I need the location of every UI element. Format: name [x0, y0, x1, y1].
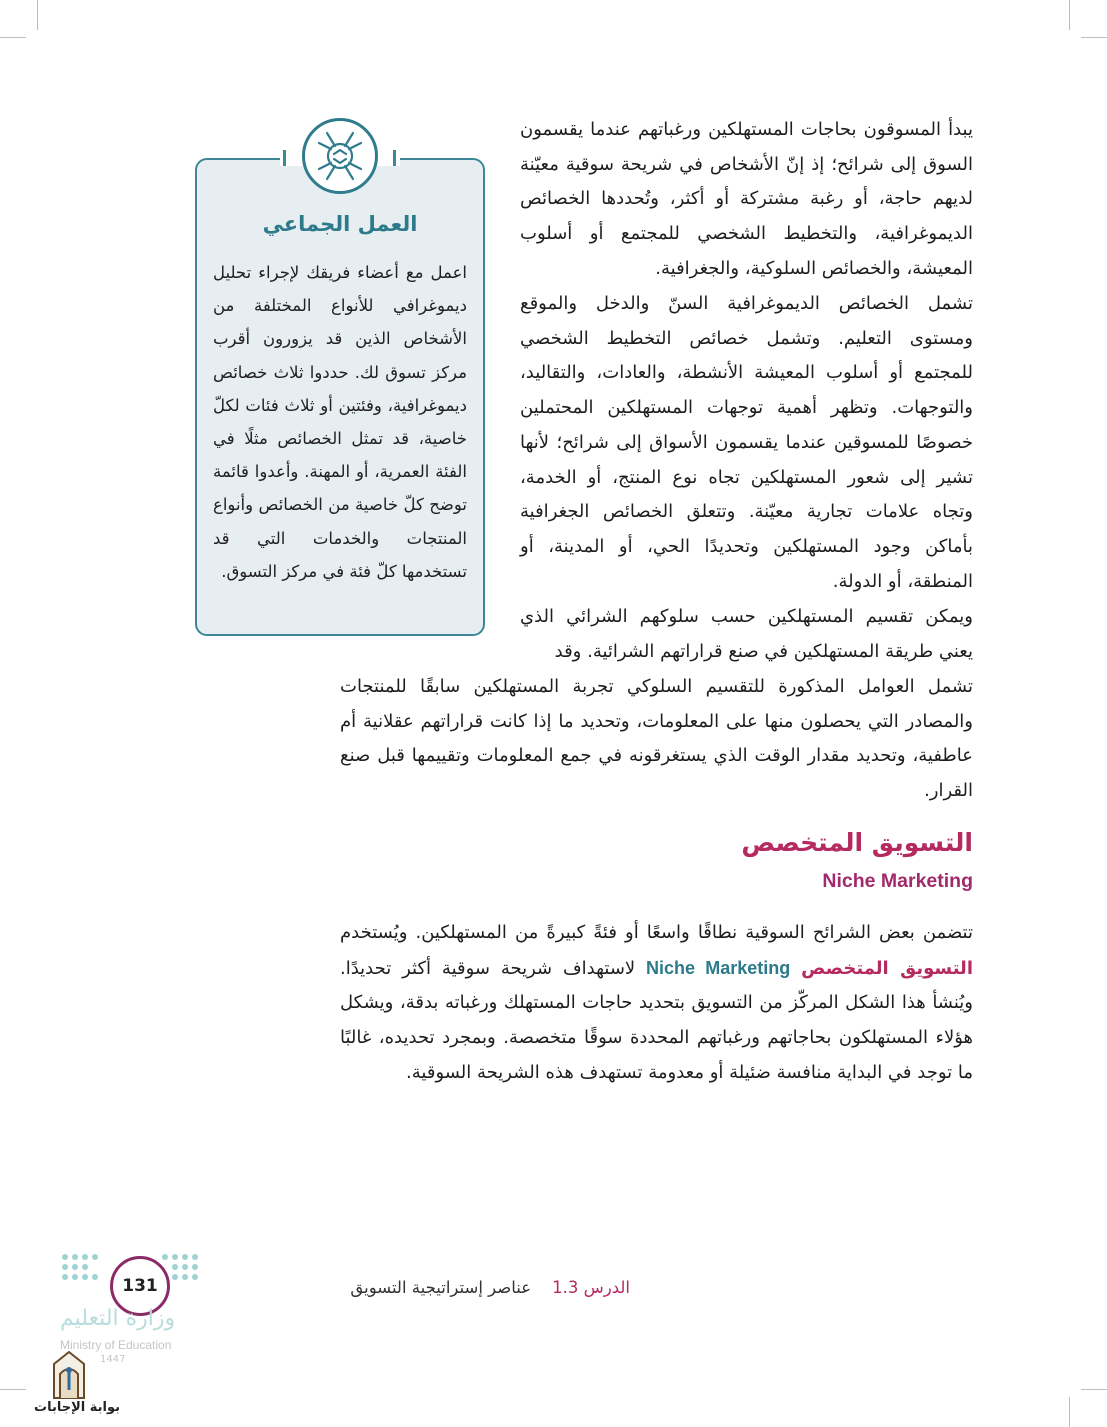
page-number: 131 [110, 1256, 170, 1316]
crop-mark [1081, 37, 1107, 38]
ministry-year: 1447 [100, 1354, 126, 1365]
teamwork-hands-icon [302, 118, 378, 194]
paragraph-behavioral-start: ويمكن تقسيم المستهلكين حسب سلوكهم الشرائي الذي يعني طريقة المستهلكين في صنع قراراتهم الشرائية. وقد [520, 606, 973, 662]
crop-mark [1069, 1397, 1070, 1427]
paragraph-intro: يبدأ المسوقون بحاجات المستهلكين ورغباتهم عندما يقسمون السوق إلى شرائح؛ إذ إنّ الأشخاص في شريحة سوقية معيّنة لديهم حاجة، أو رغبة مشتركة أو أكثر، وتُحددها الخصائص الديموغرافية، والتخطيط الشخصي للمجتمع أو أسلوب المعيشة، والخصائص السلوكية، والجغرافية. [520, 119, 973, 279]
crop-mark [1081, 1389, 1107, 1390]
answers-portal-label: بوابة الإجابات [34, 1400, 120, 1415]
sidebar-border-tick [283, 150, 286, 166]
footer-lesson-info [330, 1278, 630, 1297]
paragraph-behavioral-end: تشمل العوامل المذكورة للتقسيم السلوكي تجربة المستهلكين سابقًا للمنتجات والمصادر التي يحصلون منها على المعلومات، وتحديد ما إذا كانت قراراتهم عقلانية أم عاطفية، وتحديد مقدار الوقت الذي يستغرقونه في جمع المعلومات وتقييمها قبل صنع القرار. [340, 676, 973, 802]
sidebar-border-tick [393, 150, 396, 166]
paragraph-demographics: تشمل الخصائص الديموغرافية السنّ والدخل والموقع ومستوى التعليم. وتشمل خصائص التخطيط الشخصي للمجتمع أو أسلوب المعيشة الأنشطة، والعادات، والتقاليد، والتوجهات. وتظهر أهمية توجهات المستهلكين المحتملين خصوصًا للمسوقين عندما يقسمون الأسواق إلى شرائح؛ لأنها تشير إلى شعور المستهلكين تجاه نوع المنتج، أو الخدمة، وتجاه علامات تجارية معيّنة. وتتعلق الخصائص الجغرافية بأماكن وجود المستهلكين وتحديدًا الحي، أو المدينة، أو المنطقة، أو الدولة. [520, 293, 973, 592]
term-english: Niche Marketing [646, 957, 791, 978]
ministry-name-english: Ministry of Education [60, 1338, 172, 1352]
paragraph-niche-marketing [340, 916, 973, 1091]
section-heading-arabic: التسويق المتخصص [741, 828, 973, 857]
term-arabic: التسويق المتخصص [801, 957, 973, 979]
paragraph-niche-start: تتضمن بعض الشرائح السوقية نطاقًا واسعًا أو فئةً كبيرةً من المستهلكين. ويُستخدم [340, 922, 973, 943]
sidebar-title: العمل الجماعي [262, 212, 418, 236]
lesson-title: عناصر إستراتيجية التسويق [350, 1278, 532, 1297]
sidebar-text: اعمل مع أعضاء فريقك لإجراء تحليل ديموغرافي للأنواع المختلفة من الأشخاص الذين قد يزورون أقرب مركز تسوق لك. حددوا ثلاث خصائص ديموغرافية، وفئتين أو ثلاث فئات لكلّ خاصية، قد تمثل الخصائص مثلًا في الفئة العمرية، أو المهنة. وأعدوا قائمة توضح كلّ خاصية من الخصائص وأنواع المنتجات والخدمات التي قد تستخدمها كلّ فئة في مركز التسوق. [213, 263, 467, 581]
crop-mark [1069, 0, 1070, 30]
lesson-number: 1.3 [552, 1278, 579, 1297]
crop-mark [0, 37, 26, 38]
crop-mark [0, 1389, 26, 1390]
crop-mark [37, 0, 38, 30]
lesson-label: الدرس [583, 1278, 630, 1297]
answers-portal-logo-icon [48, 1350, 90, 1406]
paragraph-niche-end: لاستهداف شريحة سوقية أكثر تحديدًا. ويُنشأ هذا الشكل المركّز من التسويق بتحديد حاجات المستهلك ورغباته بدقة، ويشكل هؤلاء المستهلكون بحاجاتهم ورغباتهم المحددة سوقًا متخصصة. وبمجرد تحديده، غالبًا ما توجد في البداية منافسة ضئيلة أو معدومة تستهدف هذه الشريحة السوقية. [340, 957, 973, 1083]
section-heading-english: Niche Marketing [822, 870, 973, 892]
ministry-name-arabic: وزارة التعليم [60, 1306, 176, 1331]
